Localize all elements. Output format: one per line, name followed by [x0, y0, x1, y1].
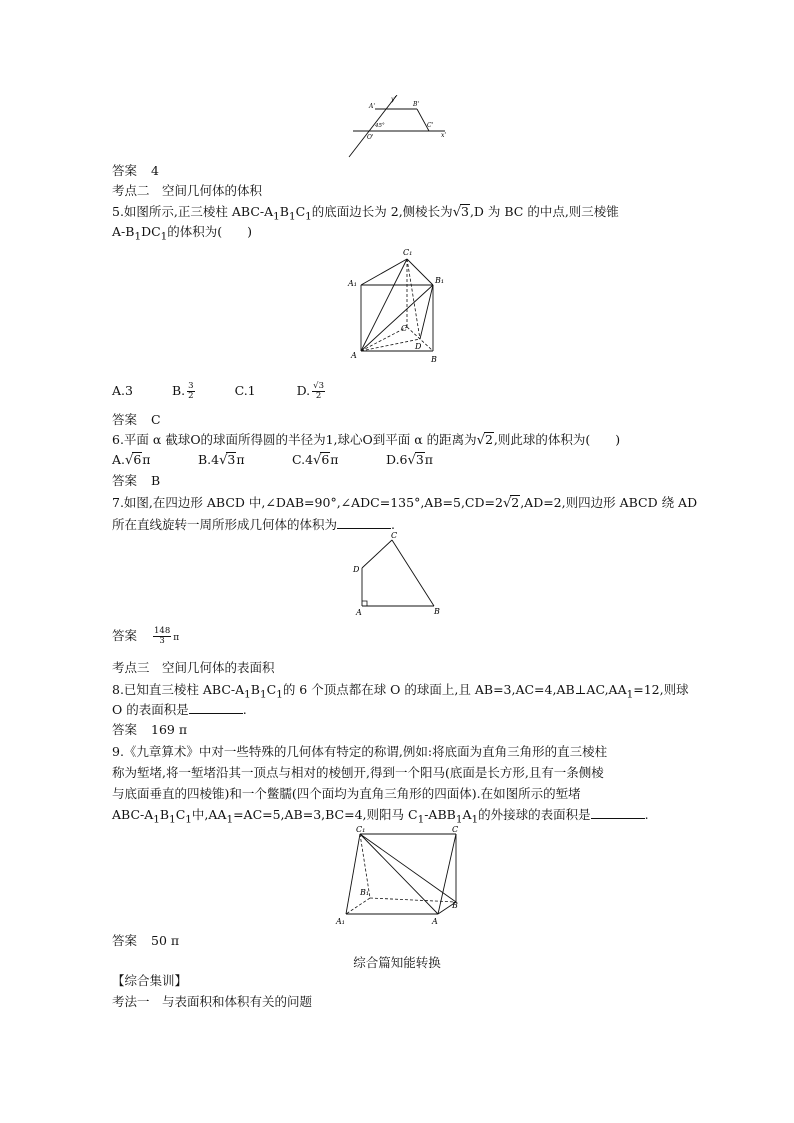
fig-top-label: 45°	[375, 123, 385, 129]
question-5-options: A.3 B. $\frac{3}{2}$ C.1 D. $\frac{√3}{2}$	[112, 381, 324, 401]
question-7-line-2: 所在直线旋转一周所形成几何体的体积为 .	[112, 517, 395, 532]
answer-7: 答案 $\frac{148}{3}$ π	[112, 626, 180, 646]
question-7-line-1: 7.如图,在四边形 ABCD 中,∠DAB=90°,∠ADC=135°,AB=5,CD=2√2,AD=2,则四边形 ABCD 绕 AD	[112, 495, 698, 511]
question-9-line-2: 称为堑堵,将一堑堵沿其一顶点与相对的棱刨开,得到一个阳马(底面是长方形,且有一条侧棱	[112, 765, 604, 780]
fig-q5-label: C	[401, 324, 408, 333]
answer-9: 答案 50 π	[112, 933, 180, 948]
fig-top-label: A'	[369, 103, 375, 110]
question-6-options: A.√6π B.4√3π C.4√6π D.6√3π	[112, 452, 433, 468]
section-heading-3: 考点三 空间几何体的表面积	[112, 660, 275, 675]
fig-q9-label: A	[432, 917, 438, 926]
answer-8: 答案 169 π	[112, 722, 188, 737]
question-6-line-1: 6.平面 α 截球O的球面所得圆的半径为1,球心O到平面 α 的距离为√2,则此球的体积为( )	[112, 432, 621, 448]
answer-1: 答案 4	[112, 163, 159, 178]
question-9-line-1: 9.《九章算术》中对一些特殊的几何体有特定的称谓,例如:将底面为直角三角形的直三棱柱	[112, 744, 608, 759]
fig-q9-label: C	[452, 825, 459, 834]
method-heading-1: 考法一 与表面积和体积有关的问题	[112, 994, 313, 1009]
question-5-line-2: $A-B_1DC_1$的体积为( )	[112, 224, 253, 243]
fig-q9-label: C₁	[356, 825, 366, 834]
fig-top-label: C'	[427, 122, 434, 129]
fig-q7-label: D	[353, 565, 360, 574]
fig-q5-label: A₁	[348, 279, 357, 288]
answer-5: 答案 C	[112, 412, 161, 427]
section-title: 综合篇知能转换	[353, 955, 441, 970]
fig-q7-label: B	[434, 607, 440, 616]
question-8-line-2: O 的表面积是 .	[112, 702, 247, 717]
fig-q9-label: B	[452, 901, 458, 910]
fig-q5-label: C₁	[403, 248, 413, 257]
fig-q7-label: A	[356, 608, 362, 617]
fig-q9-label: A₁	[336, 917, 345, 926]
collection-heading: 【综合集训】	[112, 973, 188, 988]
fig-top-label: B'	[413, 101, 420, 108]
answer-6: 答案 B	[112, 473, 161, 488]
question-8-line-1: 8.已知直三棱柱 ABC-$A_1B_1C_1$的 6 个顶点都在球 O 的球面上,且 $AB=3,AC=4,AB\perp AC,AA_1=12$,则球	[112, 682, 689, 701]
question-9-line-4: ABC-$A_1B_1C_1$中$,AA_1=AC=5,AB=3,BC=4$,则阳马 $C_1-ABB_1A_1$的外接球的表面积是 .	[112, 807, 649, 826]
answer-blank[interactable]	[337, 517, 391, 529]
figure-prism-q9	[332, 822, 472, 932]
answer-blank[interactable]	[591, 807, 645, 819]
figure-prism-q5	[345, 245, 450, 365]
question-5-line-1: 5.如图所示,正三棱柱 ABC-$A_1B_1C_1$的底面边长为 2,侧棱长为√3,D 为 BC 的中点,则三棱锥	[112, 204, 619, 223]
fig-q5-label: A	[351, 351, 357, 360]
fig-q5-label: D	[415, 342, 422, 351]
figure-oblique-trapezoid	[345, 95, 455, 160]
answer-blank[interactable]	[189, 702, 243, 714]
fig-top-label: O'	[367, 134, 374, 141]
figure-quadrilateral-q7	[348, 530, 448, 618]
fig-top-label: y'	[391, 96, 397, 103]
section-heading-2: 考点二 空间几何体的体积	[112, 183, 263, 198]
question-9-line-3: 与底面垂直的四棱锥)和一个鳖臑(四个面均为直角三角形的四面体).在如图所示的堑堵	[112, 786, 581, 801]
fig-top-label: x'	[441, 132, 447, 139]
fig-q9-label: B₁	[360, 888, 370, 897]
fig-q5-label: B₁	[435, 276, 445, 285]
fig-q7-label: C	[391, 531, 398, 540]
fig-q5-label: B	[431, 355, 437, 364]
